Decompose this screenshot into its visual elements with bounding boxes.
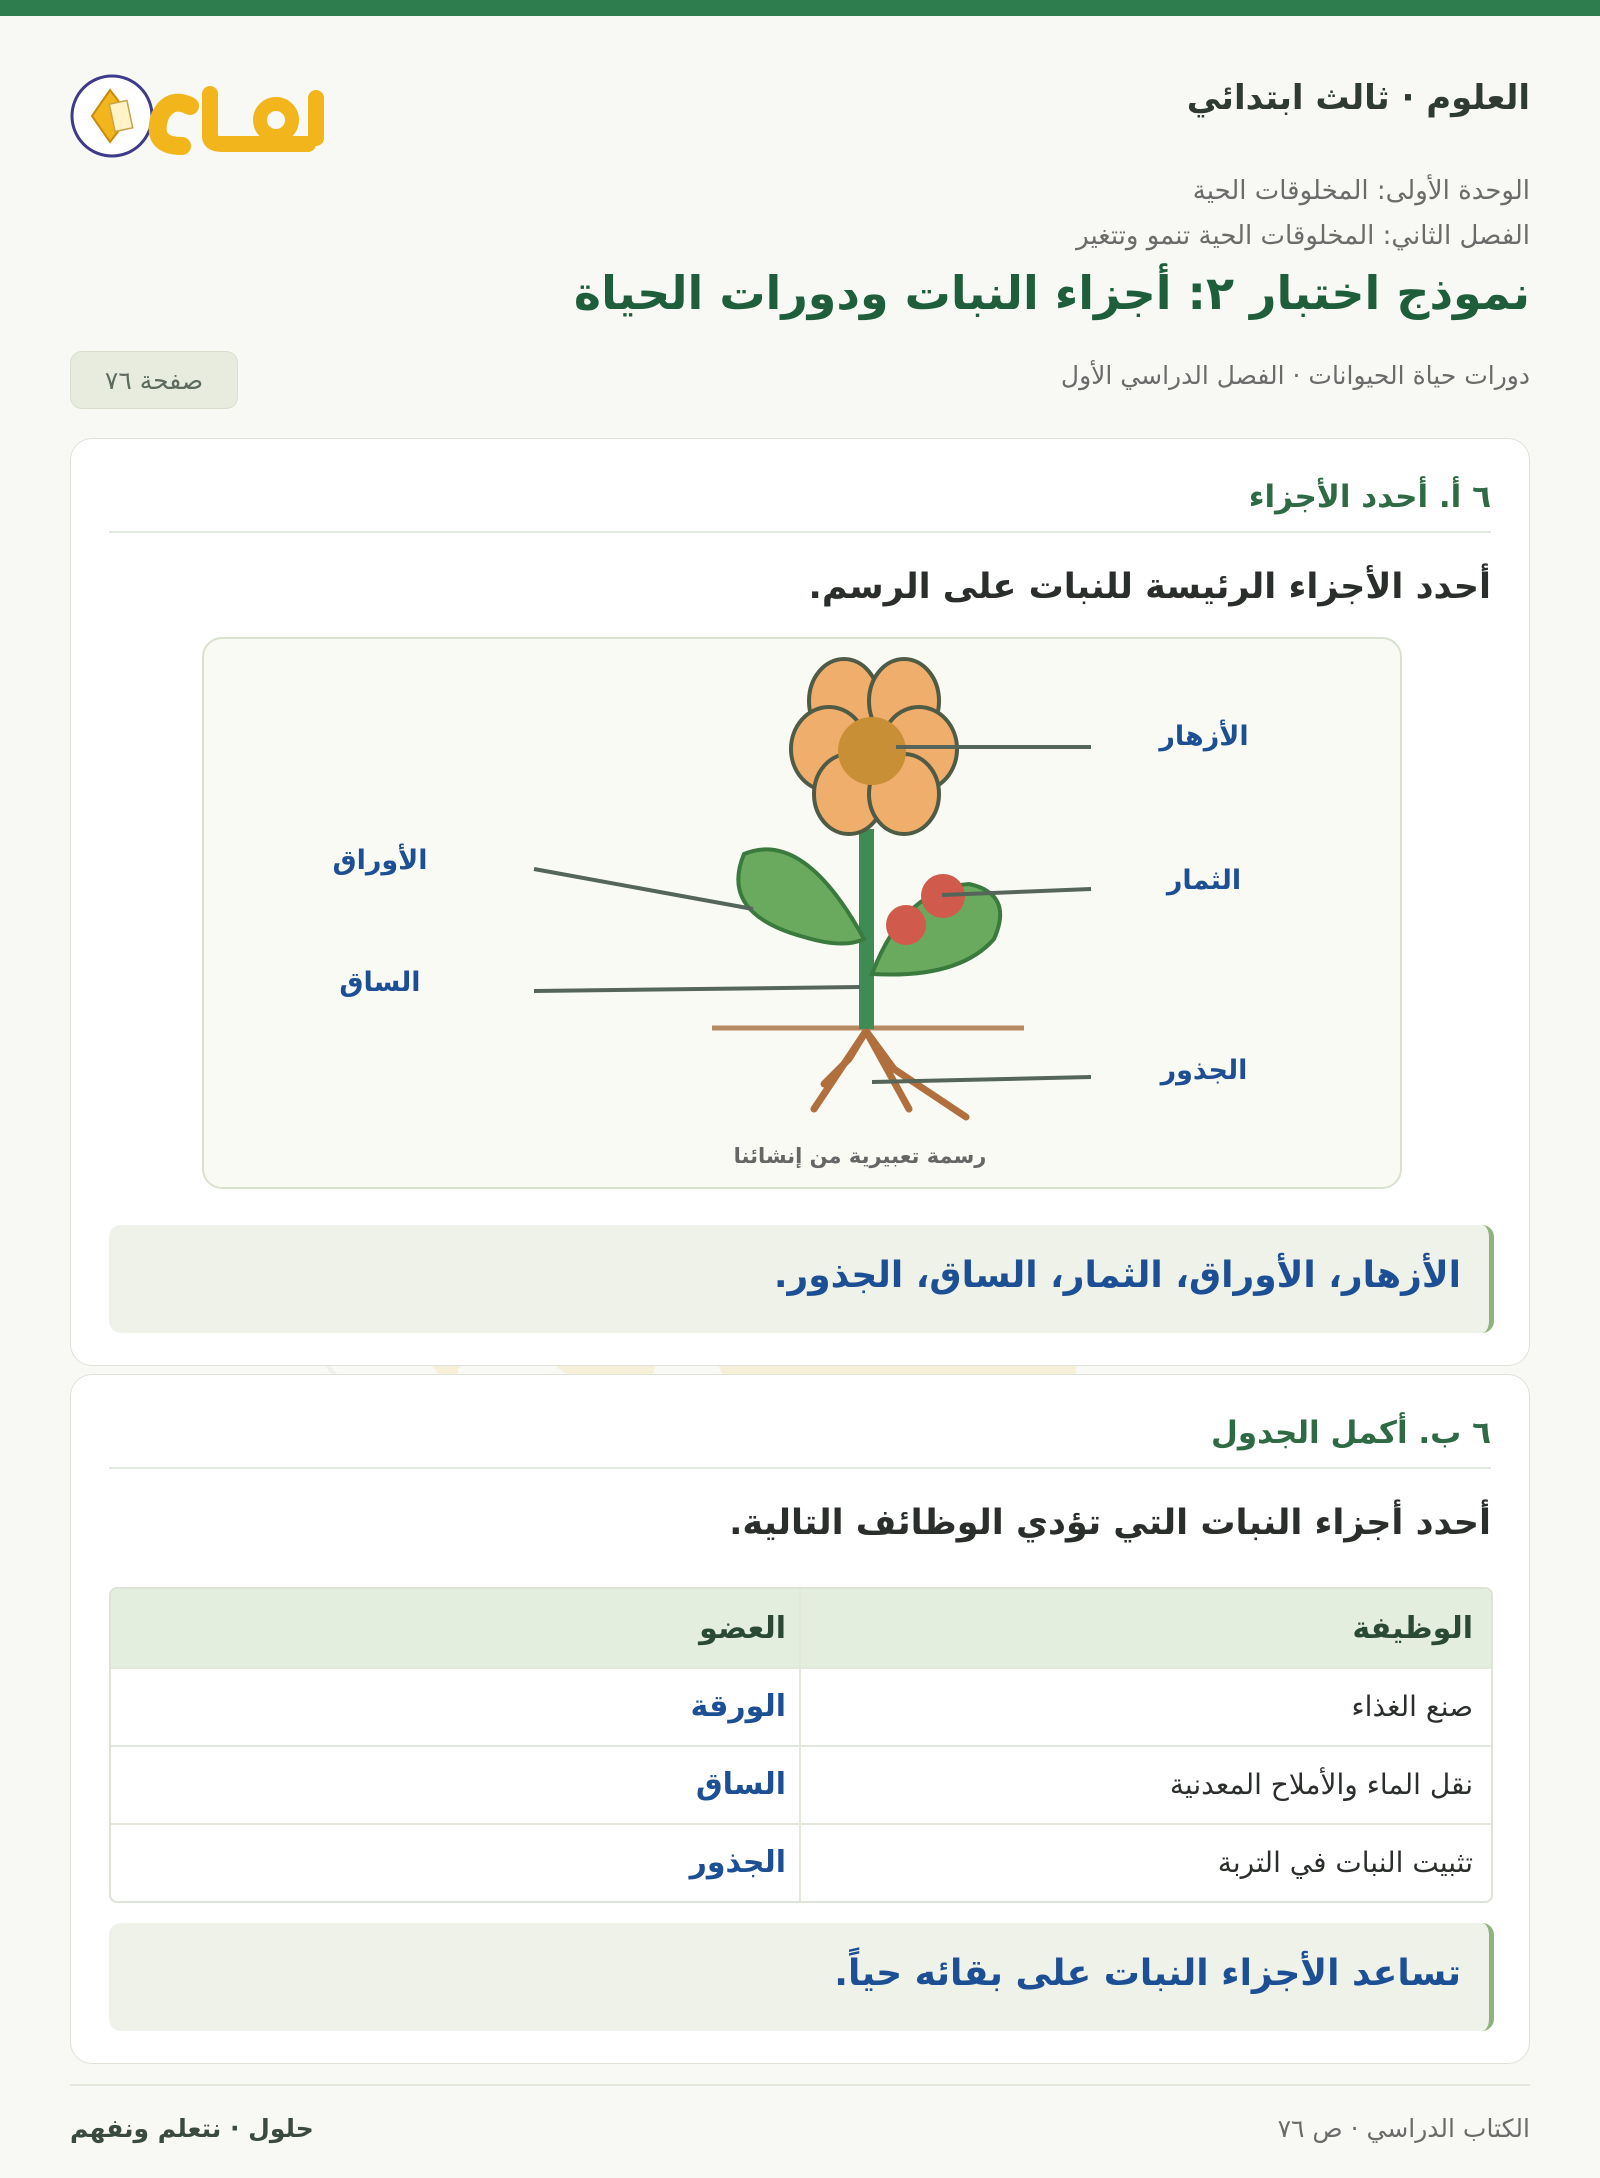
section-a-answer-box xyxy=(109,1225,1494,1333)
section-a-header xyxy=(109,479,1491,533)
header-function: الوظيفة xyxy=(1352,1610,1473,1646)
label-roots: الجذور xyxy=(1160,1055,1248,1086)
hlool-logo-icon xyxy=(70,64,340,164)
footer-reference: الكتاب الدراسي · ص ٧٦ xyxy=(1277,2114,1530,2143)
table-row xyxy=(111,1745,1491,1825)
cell-organ: الساق xyxy=(695,1766,786,1802)
page xyxy=(70,16,1530,1994)
section-b-answer: تساعد الأجزاء النبات على بقائه حياً. xyxy=(834,1953,1461,1994)
section-a-card xyxy=(70,438,1530,1366)
footer-brand: حلول · نتعلم ونفهم xyxy=(70,2114,314,2143)
page-title: نموذج اختبار ٢: أجزاء النبات ودورات الحياة xyxy=(573,266,1530,320)
section-b-answer-box xyxy=(109,1923,1494,2031)
section-b-question: أحدد أجزاء النبات التي تؤدي الوظائف التالية. xyxy=(729,1503,1491,1543)
roots-drawing xyxy=(814,1031,966,1117)
top-accent-bar xyxy=(0,0,1600,16)
brand-logo xyxy=(70,64,340,164)
unit-label: الوحدة الأولى: المخلوقات الحية xyxy=(1192,176,1530,206)
header-organ: العضو xyxy=(699,1610,786,1646)
table-row xyxy=(111,1823,1491,1901)
fruit-drawing-2 xyxy=(886,905,926,945)
section-b-heading: ٦ ب. أكمل الجدول xyxy=(1210,1415,1491,1451)
section-b-header xyxy=(109,1415,1491,1469)
page-meta: دورات حياة الحيوانات · الفصل الدراسي الأول xyxy=(1060,361,1530,390)
section-a-answer: الأزهار، الأوراق، الثمار، الساق، الجذور. xyxy=(773,1255,1461,1296)
cell-organ: الورقة xyxy=(690,1688,786,1724)
label-stem: الساق xyxy=(339,967,421,998)
table-row xyxy=(111,1667,1491,1747)
section-a-heading: ٦ أ. أحدد الأجزاء xyxy=(1248,479,1491,515)
page-header xyxy=(70,16,1530,416)
cell-function: نقل الماء والأملاح المعدنية xyxy=(1169,1767,1473,1801)
chapter-label: الفصل الثاني: المخلوقات الحية تنمو وتتغير xyxy=(1076,221,1530,251)
diagram-caption: رسمة تعبيرية من إنشائنا xyxy=(733,1144,987,1168)
cell-function: تثبيت النبات في التربة xyxy=(1217,1845,1473,1879)
flower-center-drawing xyxy=(838,717,906,785)
subject-grade: العلوم · ثالث ابتدائي xyxy=(1186,78,1530,118)
plant-illustration xyxy=(204,639,1400,1187)
cell-organ: الجذور xyxy=(689,1844,786,1880)
section-a-question: أحدد الأجزاء الرئيسة للنبات على الرسم. xyxy=(808,567,1491,607)
page-footer xyxy=(70,2084,1530,2166)
left-leaf-drawing xyxy=(738,849,864,943)
label-leaves: الأوراق xyxy=(332,845,428,876)
section-b-card xyxy=(70,1374,1530,2064)
page-number-badge: صفحة ٧٦ xyxy=(70,351,238,409)
plant-diagram xyxy=(202,637,1402,1189)
functions-table xyxy=(109,1587,1493,1903)
label-flowers: الأزهار xyxy=(1159,721,1249,752)
table-header-row xyxy=(111,1589,1491,1669)
cell-function: صنع الغذاء xyxy=(1351,1689,1473,1723)
column-divider xyxy=(799,1589,801,1901)
stem-drawing xyxy=(859,829,874,1029)
label-fruits: الثمار xyxy=(1166,865,1242,896)
